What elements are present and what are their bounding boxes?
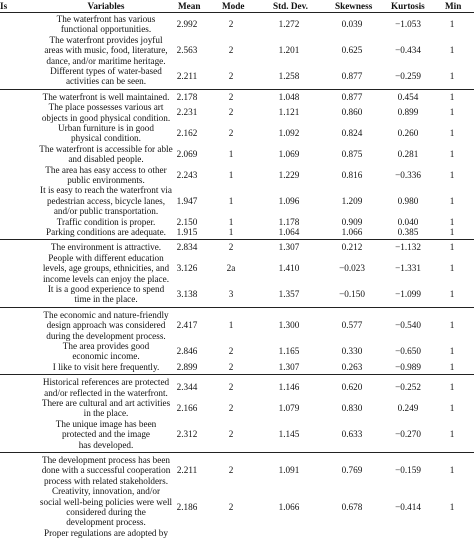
- cell-skewness: 0.633: [341, 429, 363, 440]
- cell-skewness: 0.816: [341, 169, 363, 180]
- cell-kurtosis: −0.650: [395, 346, 421, 357]
- cell-min: 1: [449, 242, 455, 253]
- variable-text: social well-being policies were well: [39, 496, 173, 507]
- cell-min: 1: [449, 382, 455, 393]
- cell-std-dev: 1.307: [278, 361, 300, 372]
- cell-mean: 2.069: [176, 149, 198, 159]
- header-variables: Variables: [87, 1, 125, 11]
- cell-mode: 1: [228, 169, 234, 180]
- cell-mode: 2: [228, 242, 234, 253]
- cell-mean: 2.846: [176, 346, 198, 357]
- cell-min: 1: [449, 227, 455, 237]
- cell-std-dev: 1.079: [278, 403, 300, 414]
- cell-std-dev: 1.064: [278, 227, 300, 237]
- variable-text: public environments.: [67, 175, 145, 185]
- cell-mode: 1: [228, 320, 234, 331]
- variable-text: pedestrian access, bicycle lanes,: [46, 195, 166, 206]
- cell-kurtosis: 0.454: [397, 91, 419, 102]
- variable-text: protected and the image: [61, 429, 150, 440]
- cell-min: 1: [449, 346, 455, 357]
- cell-std-dev: 1.048: [278, 91, 300, 102]
- variable-text: done with a successful cooperation: [41, 465, 171, 476]
- cell-skewness: 0.860: [341, 107, 363, 118]
- cell-min: 1: [449, 71, 455, 82]
- cell-mode: 1: [228, 216, 234, 227]
- cell-mode: 3: [228, 289, 234, 300]
- variable-text: The waterfront is accessible for able: [39, 143, 173, 154]
- cell-kurtosis: −0.434: [395, 45, 421, 56]
- variable-text: Historical references are protected: [42, 377, 170, 388]
- cell-min: 1: [449, 501, 455, 512]
- variable-text: during the development process.: [46, 330, 166, 341]
- cell-skewness: 0.625: [341, 45, 363, 56]
- cell-mean: 2.150: [176, 216, 198, 227]
- variable-text: The place possesses various art: [48, 102, 164, 113]
- cell-mean: 2.563: [176, 45, 198, 56]
- cell-std-dev: 1.229: [278, 169, 300, 180]
- cell-std-dev: 1.145: [278, 429, 300, 440]
- group-separator: [0, 374, 474, 375]
- cell-min: 1: [449, 429, 455, 440]
- cell-mode: 2: [228, 45, 234, 56]
- cell-mean: 2.344: [176, 382, 198, 393]
- variable-text: dance, and/or maritime heritage.: [46, 55, 166, 66]
- cell-mode: 2: [228, 465, 234, 476]
- cell-mode: 2: [228, 382, 234, 393]
- cell-kurtosis: −1.053: [395, 19, 421, 30]
- cell-mode: 1: [228, 227, 234, 237]
- variable-text: It is easy to reach the waterfront via: [40, 185, 172, 196]
- cell-min: 1: [449, 169, 455, 180]
- cell-mean: 2.211: [176, 465, 198, 476]
- cell-mean: 1.915: [176, 227, 198, 237]
- cell-kurtosis: −0.252: [395, 382, 421, 393]
- cell-min: 1: [449, 403, 455, 414]
- cell-std-dev: 1.091: [278, 465, 300, 476]
- cell-kurtosis: 0.249: [397, 403, 419, 414]
- variable-text: design approach was considered: [46, 320, 166, 331]
- cell-kurtosis: −0.159: [395, 465, 421, 476]
- cell-min: 1: [449, 19, 455, 30]
- cell-std-dev: 1.165: [278, 346, 300, 357]
- cell-kurtosis: 0.040: [397, 216, 419, 227]
- cell-min: 1: [449, 45, 455, 56]
- cell-mode: 2: [228, 71, 234, 82]
- variable-text: has developed.: [78, 439, 134, 450]
- variable-text: and/or public transportation.: [53, 206, 159, 217]
- cell-mean: 2.166: [176, 403, 198, 414]
- cell-std-dev: 1.092: [278, 128, 300, 139]
- cell-mode: 2: [228, 19, 234, 30]
- group-separator: [0, 239, 474, 240]
- header-min: Min: [445, 1, 462, 11]
- variable-text: Proper regulations are adopted by: [44, 527, 168, 538]
- cell-kurtosis: 0.980: [397, 195, 419, 206]
- cell-min: 1: [449, 465, 455, 476]
- variable-text: time in the place.: [74, 294, 138, 305]
- group-separator: [0, 452, 474, 453]
- cell-mode: 2: [228, 361, 234, 372]
- cell-min: 1: [449, 289, 455, 300]
- header-mean: Mean: [178, 1, 201, 11]
- cell-skewness: 0.577: [341, 320, 363, 331]
- cell-mean: 3.126: [176, 263, 198, 274]
- variable-text: Parking conditions are adequate.: [46, 227, 166, 237]
- cell-kurtosis: −0.259: [395, 71, 421, 82]
- group-separator: [0, 307, 474, 308]
- group-separator: [0, 89, 474, 90]
- cell-skewness: 0.830: [341, 403, 363, 414]
- cell-skewness: 0.875: [341, 149, 363, 159]
- cell-kurtosis: 0.260: [397, 128, 419, 139]
- variable-text: considered during the: [66, 507, 146, 517]
- variable-text: The area provides good: [62, 341, 150, 351]
- cell-skewness: 0.330: [341, 346, 363, 357]
- cell-kurtosis: −0.540: [395, 320, 421, 331]
- cell-mode: 1: [228, 195, 234, 206]
- cell-skewness: −0.150: [339, 289, 365, 300]
- cell-std-dev: 1.121: [278, 107, 300, 118]
- variable-text: levels, age groups, ethnicities, and: [42, 263, 170, 274]
- cell-skewness: 0.212: [341, 242, 363, 253]
- cell-min: 1: [449, 216, 455, 227]
- cell-skewness: 0.909: [341, 216, 363, 227]
- cell-min: 1: [449, 320, 455, 331]
- variable-text: The waterfront provides joyful: [49, 34, 163, 45]
- variable-text: The waterfront is well maintained.: [42, 91, 170, 102]
- cell-mean: 1.947: [176, 195, 198, 206]
- cell-kurtosis: −1.331: [395, 263, 421, 274]
- cell-std-dev: 1.307: [278, 242, 300, 253]
- variable-text: The waterfront has various: [56, 14, 156, 24]
- variable-text: and/or reflected in the waterfront.: [44, 387, 168, 398]
- variable-text: development process.: [66, 517, 146, 528]
- cell-std-dev: 1.410: [278, 263, 300, 274]
- cell-kurtosis: −1.132: [395, 242, 421, 253]
- header-kurtosis: Kurtosis: [391, 1, 425, 11]
- cell-kurtosis: −0.270: [395, 429, 421, 440]
- cell-min: 1: [449, 107, 455, 118]
- variable-text: income levels can enjoy the place.: [42, 273, 170, 284]
- variable-text: People with different education: [48, 252, 164, 263]
- cell-mean: 2.178: [176, 91, 198, 102]
- cell-skewness: 0.678: [341, 501, 363, 512]
- cell-mean: 2.417: [176, 320, 198, 331]
- variable-text: It is a good experience to spend: [47, 284, 165, 294]
- cell-mean: 2.211: [176, 71, 198, 82]
- variable-text: Creativity, innovation, and/or: [51, 486, 161, 497]
- variable-text: The area has easy access to other: [45, 164, 167, 175]
- cell-kurtosis: −0.336: [395, 169, 421, 180]
- variable-text: objects in good physical condition.: [41, 112, 171, 123]
- cell-min: 1: [449, 128, 455, 139]
- cell-std-dev: 1.201: [278, 45, 300, 56]
- variable-text: in the place.: [83, 408, 129, 419]
- header-items: Is: [0, 1, 8, 11]
- cell-mode: 2: [228, 346, 234, 357]
- cell-mean: 2.834: [176, 242, 198, 253]
- cell-std-dev: 1.357: [278, 289, 300, 300]
- cell-mode: 2: [228, 429, 234, 440]
- cell-mean: 2.186: [176, 501, 198, 512]
- variable-text: activities can be seen.: [65, 76, 147, 87]
- cell-min: 1: [449, 149, 455, 159]
- cell-kurtosis: −0.414: [395, 501, 421, 512]
- cell-mean: 2.243: [176, 169, 198, 180]
- cell-skewness: 0.824: [341, 128, 363, 139]
- cell-mean: 2.231: [176, 107, 198, 118]
- cell-min: 1: [449, 91, 455, 102]
- cell-std-dev: 1.258: [278, 71, 300, 82]
- variable-text: The unique image has been: [55, 418, 157, 429]
- header-skewness: Skewness: [335, 1, 373, 11]
- cell-mean: 2.992: [176, 19, 198, 30]
- variable-text: Urban furniture is in good: [58, 123, 154, 133]
- variable-text: and disabled people.: [68, 154, 144, 165]
- cell-std-dev: 1.178: [278, 216, 300, 227]
- cell-std-dev: 1.272: [278, 19, 300, 30]
- cell-mode: 2: [228, 501, 234, 512]
- cell-std-dev: 1.096: [278, 195, 300, 206]
- cell-mode: 2: [228, 403, 234, 414]
- variable-text: The development process has been: [41, 455, 171, 465]
- cell-mode: 2: [228, 91, 234, 102]
- cell-std-dev: 1.069: [278, 149, 300, 159]
- variable-text: The economic and nature-friendly: [43, 309, 169, 320]
- variable-text: functional opportunities.: [60, 24, 152, 35]
- variable-text: I like to visit here frequently.: [52, 361, 160, 372]
- cell-kurtosis: −1.099: [395, 289, 421, 300]
- header-rule: [0, 12, 474, 13]
- cell-mean: 2.899: [176, 361, 198, 372]
- cell-skewness: −0.023: [339, 263, 365, 274]
- cell-mode: 2a: [226, 263, 236, 274]
- variable-text: economic income.: [72, 351, 140, 362]
- cell-skewness: 0.769: [341, 465, 363, 476]
- cell-mode: 2: [228, 128, 234, 139]
- cell-skewness: 0.877: [341, 71, 363, 82]
- cell-std-dev: 1.066: [278, 501, 300, 512]
- cell-mean: 2.312: [176, 429, 198, 440]
- cell-std-dev: 1.146: [278, 382, 300, 393]
- cell-mode: 2: [228, 107, 234, 118]
- variable-text: There are cultural and art activities: [41, 398, 171, 408]
- cell-mean: 3.138: [176, 289, 198, 300]
- cell-std-dev: 1.300: [278, 320, 300, 331]
- cell-kurtosis: −0.989: [395, 361, 421, 372]
- header-mode: Mode: [222, 1, 245, 11]
- cell-min: 1: [449, 195, 455, 206]
- variable-text: Traffic condition is proper.: [56, 216, 156, 227]
- cell-skewness: 0.039: [341, 19, 363, 30]
- variable-text: process with related stakeholders.: [44, 475, 168, 486]
- variable-text: The environment is attractive.: [50, 242, 162, 253]
- cell-skewness: 0.620: [341, 382, 363, 393]
- cell-skewness: 1.066: [341, 227, 363, 237]
- variable-text: areas with music, food, literature,: [44, 45, 168, 56]
- cell-min: 1: [449, 361, 455, 372]
- variable-text: Different types of water-based: [50, 66, 162, 76]
- cell-kurtosis: 0.281: [397, 149, 419, 159]
- cell-skewness: 0.877: [341, 91, 363, 102]
- variable-text: physical condition.: [71, 133, 141, 144]
- cell-skewness: 1.209: [341, 195, 363, 206]
- cell-kurtosis: 0.899: [397, 107, 419, 118]
- cell-mode: 1: [228, 149, 234, 159]
- cell-skewness: 0.263: [341, 361, 363, 372]
- cell-mean: 2.162: [176, 128, 198, 139]
- header-std-dev: Std. Dev.: [273, 1, 308, 11]
- cell-min: 1: [449, 263, 455, 274]
- cell-kurtosis: 0.385: [397, 227, 419, 237]
